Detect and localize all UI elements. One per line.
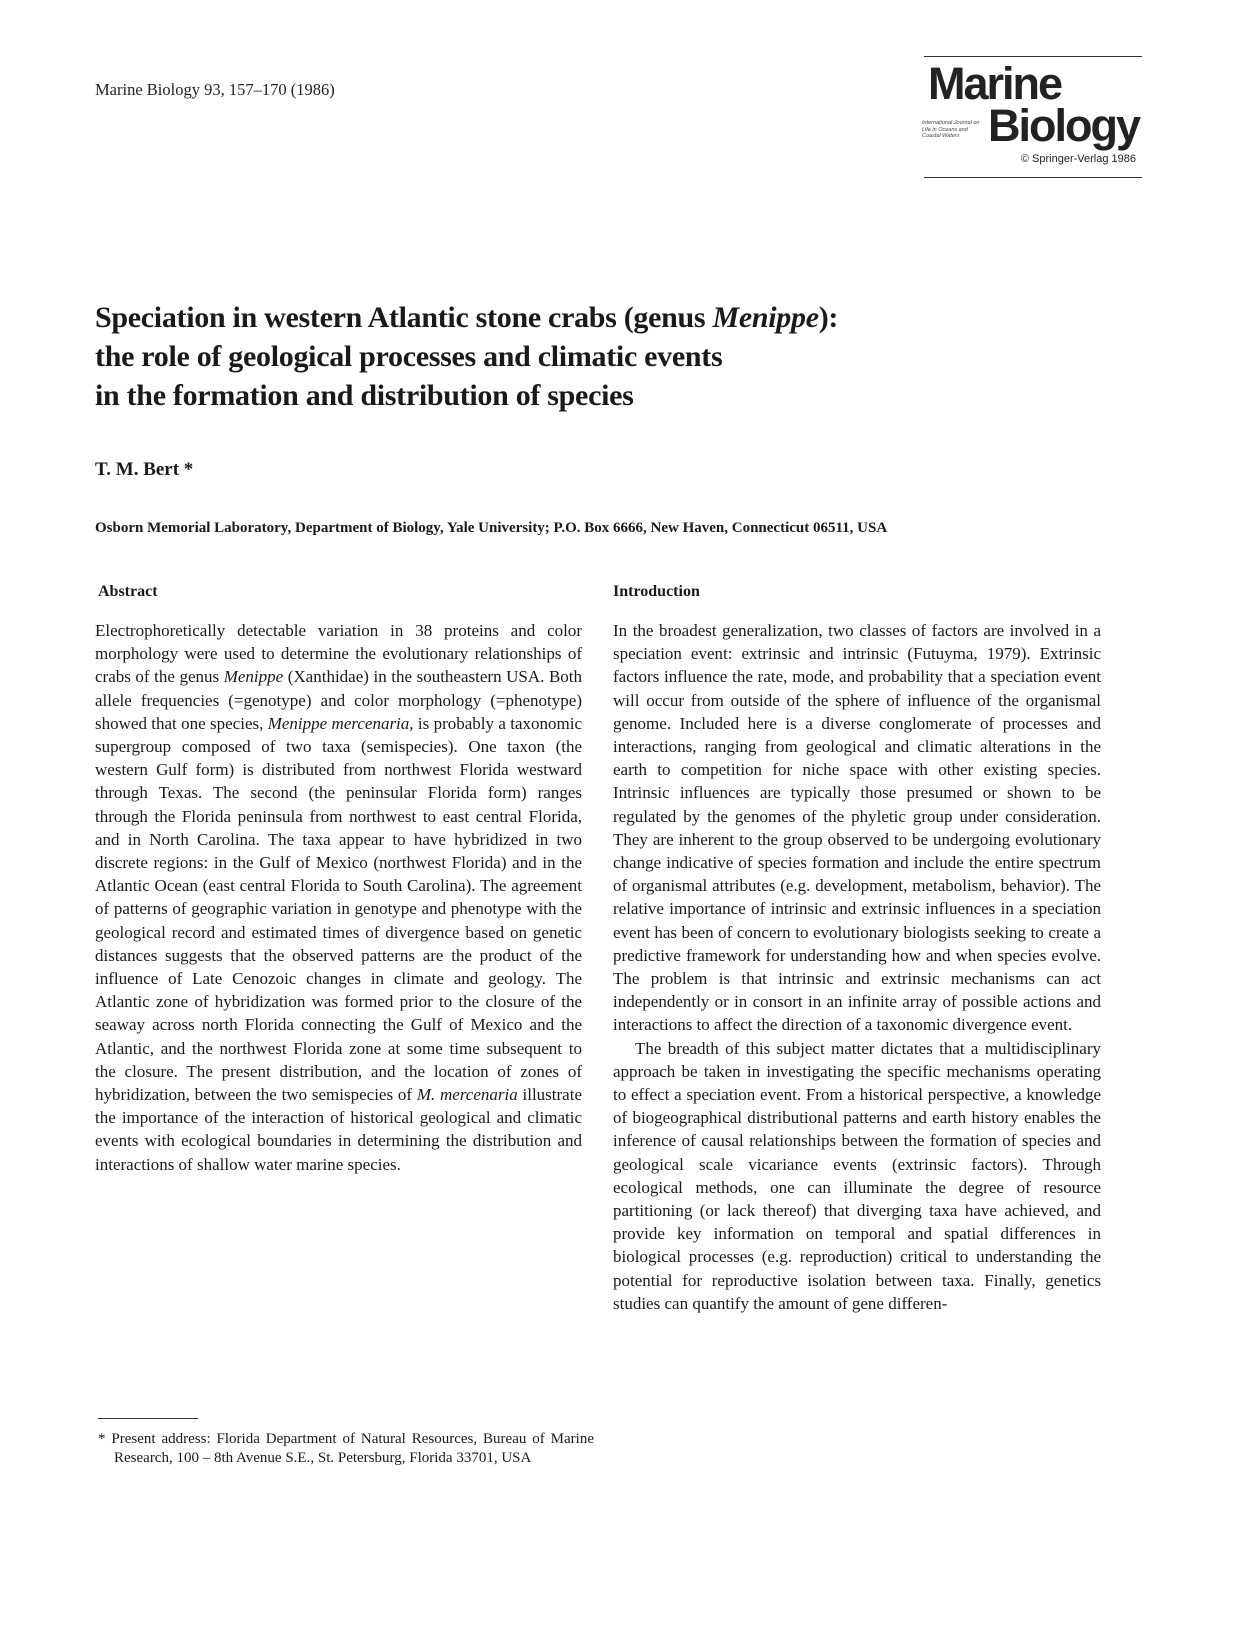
copyright-notice: © Springer-Verlag 1986 (1020, 153, 1136, 165)
title-genus: Menippe (712, 301, 819, 334)
article-title (95, 298, 1155, 415)
footnote: * Present address: Florida Department of Natural Resources, Bureau of Marine Research, 100 – 8th Avenue S.E., St. Petersburg, Florida 33701, USA (98, 1431, 594, 1466)
abstract-heading: Abstract (98, 583, 158, 600)
abstract-italic-3: M. mercenaria (416, 1085, 518, 1105)
abstract-text-2: (Xanthidae) in the southeastern USA. Both allele frequencies (=genotype) and color morphology (=phenotype) showed that one species, (95, 667, 583, 733)
introduction-paragraph-2: The breadth of this subject matter dictates that a multidisciplinary approach be taken in investigating the specific mechanisms operating to effect a speciation event. From a historical perspective, a knowledge of biogeographical distributional patterns and earth history enables the inference of causal relationships between the formation of species and geological scale vicariance events (extrinsic factors). Through ecological methods, one can illuminate the degree of resource partitioning (or lack thereof) that diverging taxa have achieved, and provide key information on temporal and spatial differences in biological processes (e.g. reproduction) critical to understanding the potential for reproductive isolation between taxa. Finally, genetics studies can quantify the amount of gene differen- (613, 1038, 1101, 1313)
abstract-italic-2: Menippe mercenaria, (267, 713, 414, 733)
logo-word-biology: Biology (988, 100, 1139, 151)
abstract-paragraph (95, 619, 582, 1176)
author-affiliation: Osborn Memorial Laboratory, Department of Biology, Yale University; P.O. Box 6666, New Haven, Connecticut 06511, USA (95, 520, 888, 536)
abstract-text-3: is probably a taxonomic supergroup composed of two taxa (semispecies). One taxon (the western Gulf form) is distributed from northwest Florida westward through Texas. The second (the peninsular Florida form) ranges through the Florida peninsula from northwest to east central Florida, and in North Carolina. The taxa appear to have hybridized in two discrete regions: in the Gulf of Mexico (northwest Florida) and in the Atlantic Ocean (east central Florida to South Carolina). The agreement of patterns of geographic variation in genotype and phenotype with the geological record and estimated times of divergence based on genetic distances suggests that the observed patterns are the product of the influence of Late Cenozoic changes in climate and geology. The Atlantic zone of hybridization was formed prior to the closure of the seaway across north Florida connecting the Gulf of Mexico and the Atlantic, and the northwest Florida zone at some time subsequent to the closure. The present distribution, and the location of zones of hybridization, between the two semispecies of (95, 713, 582, 1105)
abstract-text-1: Electrophoretically detectable variation in 38 proteins and color morphology were used to determine the evolutionary relationships of crabs of the genus (95, 621, 582, 687)
logo-tagline: International Journal on Life in Oceans and Coastal Waters (922, 120, 980, 139)
abstract-column (95, 619, 582, 1176)
author-name: T. M. Bert * (95, 459, 194, 480)
title-line2: the role of geological processes and climatic events (95, 340, 723, 373)
introduction-heading: Introduction (613, 583, 700, 600)
footnote-rule (98, 1418, 198, 1419)
introduction-paragraph-1: In the broadest generalization, two classes of factors are involved in a speciation event: extrinsic and intrinsic (Futuyma, 1979). Extrinsic factors influence the rate, mode, and probability that a speciation event will occur from outside of the sphere of influence of the organismal genome. Included here is a diverse conglomerate of processes and interactions, ranging from geological and climatic alterations in the earth to competition for niche space with other existing species. Intrinsic influences are typically those presumed or shown to be regulated by the genomes of the phyletic group under consideration. They are inherent to the group observed to be undergoing evolutionary change indicative of species formation and include the entire spectrum of organismal attributes (e.g. development, metabolism, behavior). The relative importance of intrinsic and extrinsic influences in a speciation event has been of concern to evolutionary biologists seeking to create a predictive framework for understanding how and when species evolve. The problem is that intrinsic and extrinsic mechanisms can act independently or in consort in an infinite array of possible actions and interactions to affect the direction of a taxonomic divergence event. (613, 621, 1101, 1035)
logo-top-rule (924, 56, 1142, 57)
title-part2: ): (818, 301, 839, 334)
logo-bottom-rule (924, 177, 1142, 178)
abstract-text-4: illustrate the importance of the interaction of historical geological and climatic events with ecological boundaries in determining the distribution and interactions of shallow water marine species. (95, 1085, 582, 1174)
introduction-column (613, 619, 1101, 1315)
title-part1: Speciation in western Atlantic stone crabs (genus (95, 301, 713, 334)
abstract-italic-1: Menippe (223, 667, 284, 687)
logo-word-marine: Marine (928, 58, 1062, 109)
title-line3: in the formation and distribution of species (95, 379, 634, 412)
journal-logo (910, 53, 1142, 181)
journal-citation: Marine Biology 93, 157–170 (1986) (95, 80, 335, 99)
